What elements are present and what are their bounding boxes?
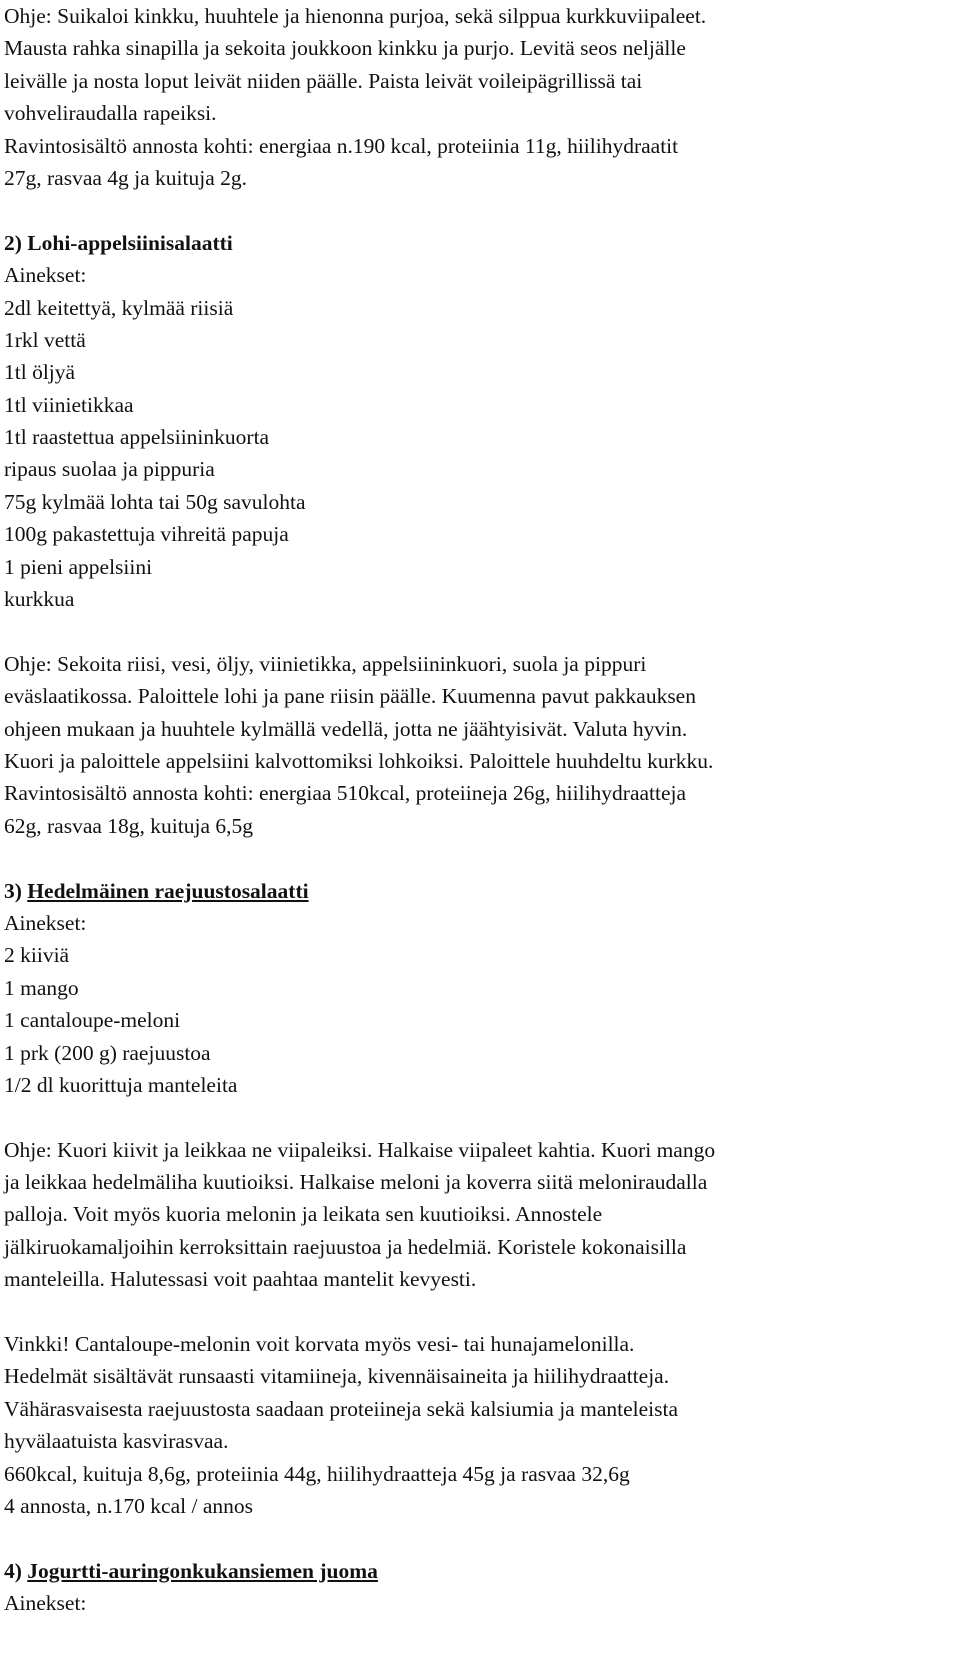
- text-line: manteleilla. Halutessasi voit paahtaa mantelit kevyesti.: [4, 1267, 477, 1292]
- text-line: 62g, rasvaa 18g, kuituja 6,5g: [4, 813, 253, 838]
- recipe3-ingredients-label: Ainekset:: [4, 910, 87, 935]
- text-line: Kuori ja paloittele appelsiini kalvottomiksi lohkoiksi. Paloittele huuhdeltu kurkku.: [4, 748, 714, 773]
- text-line: leivälle ja nosta loput leivät niiden päälle. Paista leivät voileipägrillissä tai: [4, 68, 643, 93]
- recipe2-ingredient-list: [4, 292, 954, 616]
- text-line: Ravintosisältö annosta kohti: energiaa 510kcal, proteiineja 26g, hiilihydraatteja: [4, 781, 687, 806]
- ingredient-item: 2dl keitettyä, kylmää riisiä: [4, 295, 234, 320]
- ingredient-item: 1tl öljyä: [4, 360, 76, 385]
- text-line: hyvälaatuista kasvirasvaa.: [4, 1429, 229, 1454]
- document-page: [4, 0, 954, 1620]
- recipe3-tips: [4, 1328, 954, 1522]
- ingredient-item: 1tl raastettua appelsiininkuorta: [4, 425, 270, 450]
- ingredient-item: 1 prk (200 g) raejuustoa: [4, 1040, 211, 1065]
- text-line: Ohje: Kuori kiivit ja leikkaa ne viipaleiksi. Halkaise viipaleet kahtia. Kuori mango: [4, 1137, 716, 1162]
- ingredient-item: 1 pieni appelsiini: [4, 554, 153, 579]
- ingredient-item: 1 cantaloupe-meloni: [4, 1008, 181, 1033]
- recipe1-nutrition: [4, 130, 954, 195]
- text-line: Ohje: Sekoita riisi, vesi, öljy, viinietikka, appelsiininkuori, suola ja pippuri: [4, 651, 647, 676]
- recipe3-ingredient-list: [4, 939, 954, 1101]
- ingredient-item: 1 mango: [4, 975, 79, 1000]
- recipe2-title: 2) Lohi-appelsiinisalaatti: [4, 230, 233, 255]
- text-line: ohjeen mukaan ja huuhtele kylmällä vedellä, jotta ne jäähtyisivät. Valuta hyvin.: [4, 716, 688, 741]
- text-line: jälkiruokamaljoihin kerroksittain raejuustoa ja hedelmiä. Koristele kokonaisilla: [4, 1234, 687, 1259]
- text-line: 660kcal, kuituja 8,6g, proteiinia 44g, hiilihydraatteja 45g ja rasvaa 32,6g: [4, 1461, 630, 1486]
- text-line: 27g, rasvaa 4g ja kuituja 2g.: [4, 165, 248, 190]
- recipe3-instructions: [4, 1134, 954, 1296]
- ingredient-item: 1rkl vettä: [4, 327, 86, 352]
- recipe3-title-name: Hedelmäinen raejuustosalaatti: [27, 878, 309, 903]
- text-line: 4 annosta, n.170 kcal / annos: [4, 1493, 253, 1518]
- recipe3-title: [4, 875, 954, 907]
- ingredient-item: 1/2 dl kuorittuja manteleita: [4, 1072, 238, 1097]
- text-line: Ohje: Suikaloi kinkku, huuhtele ja hienonna purjoa, sekä silppua kurkkuviipaleet.: [4, 4, 707, 28]
- text-line: Mausta rahka sinapilla ja sekoita joukkoon kinkku ja purjo. Levitä seos neljälle: [4, 36, 686, 61]
- text-line: Hedelmät sisältävät runsaasti vitamiineja, kivennäisaineita ja hiilihydraatteja.: [4, 1364, 670, 1389]
- text-line: eväslaatikossa. Paloittele lohi ja pane riisin päälle. Kuumenna pavut pakkauksen: [4, 684, 696, 709]
- recipe4-ingredients-label: Ainekset:: [4, 1591, 87, 1616]
- text-line: Ravintosisältö annosta kohti: energiaa n.190 kcal, proteiinia 11g, hiilihydraatit: [4, 133, 679, 158]
- recipe1-instructions: [4, 0, 954, 130]
- text-line: palloja. Voit myös kuoria melonin ja leikata sen kuutioiksi. Annostele: [4, 1202, 603, 1227]
- recipe4-title-name: Jogurtti-auringonkukansiemen juoma: [27, 1558, 378, 1583]
- recipe2-ingredients-label: Ainekset:: [4, 263, 87, 288]
- ingredient-item: 2 kiiviä: [4, 943, 70, 968]
- ingredient-item: ripaus suolaa ja pippuria: [4, 457, 215, 482]
- recipe3-title-number: 3): [4, 878, 22, 903]
- ingredient-item: 1tl viinietikkaa: [4, 392, 134, 417]
- text-line: ja leikkaa hedelmäliha kuutioiksi. Halkaise meloni ja koverra siitä meloniraudalla: [4, 1170, 708, 1195]
- text-line: vohveliraudalla rapeiksi.: [4, 101, 217, 126]
- text-line: Vähärasvaisesta raejuustosta saadaan proteiineja sekä kalsiumia ja manteleista: [4, 1396, 678, 1421]
- ingredient-item: 100g pakastettuja vihreitä papuja: [4, 522, 289, 547]
- text-line: Vinkki! Cantaloupe-melonin voit korvata myös vesi- tai hunajamelonilla.: [4, 1332, 635, 1357]
- recipe2-instructions: [4, 648, 954, 842]
- ingredient-item: 75g kylmää lohta tai 50g savulohta: [4, 489, 306, 514]
- ingredient-item: kurkkua: [4, 587, 75, 612]
- recipe4-title-number: 4): [4, 1558, 22, 1583]
- recipe4-title: [4, 1555, 954, 1587]
